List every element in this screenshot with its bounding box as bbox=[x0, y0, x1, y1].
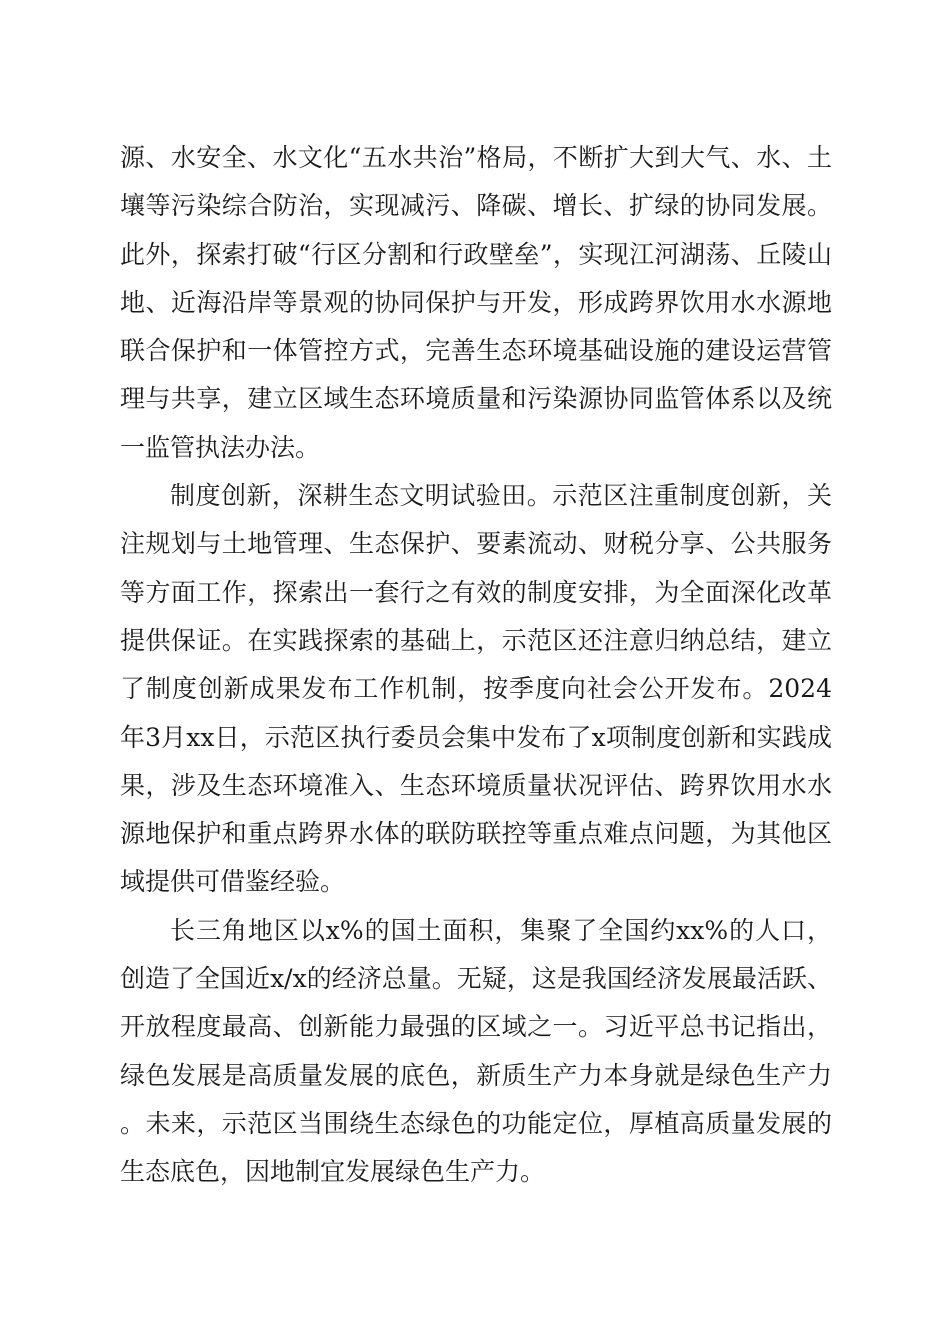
paragraph-yangtze-delta: 长三角地区以x%的国土面积，集聚了全国约xx%的人口，创造了全国近x/x的经济总量。无疑，这是我国经济发展最活跃、开放程度最高、创新能力最强的区域之一。习近平总书记指出，绿色发展是高质量发展的底色，新质生产力本身就是绿色生产力。未来，示范区当围绕生态绿色的功能定位，厚植高质量发展的生态底色，因地制宜发展绿色生产力。 bbox=[120, 915, 832, 1187]
document-body bbox=[120, 134, 832, 1197]
paragraph-institutional-innovation: 制度创新，深耕生态文明试验田。示范区注重制度创新，关注规划与土地管理、生态保护、要素流动、财税分享、公共服务等方面工作，探索出一套行之有效的制度安排，为全面深化改革提供保证。在实践探索的基础上，示范区还注意归纳总结，建立了制度创新成果发布工作机制，按季度向社会公开发布。2024年3月xx日，示范区执行委员会集中发布了x项制度创新和实践成果，涉及生态环境准入、生态环境质量状况评估、跨界饮用水水源地保护和重点跨界水体的联防联控等重点难点问题，为其他区域提供可借鉴经验。 bbox=[120, 481, 832, 897]
paragraph-continuation: 源、水安全、水文化“五水共治”格局，不断扩大到大气、水、土壤等污染综合防治，实现减污、降碳、增长、扩绿的协同发展。此外，探索打破“行区分割和行政壁垒”，实现江河湖荡、丘陵山地、近海沿岸等景观的协同保护与开发，形成跨界饮用水水源地联合保护和一体管控方式，完善生态环境基础设施的建设运营管理与共享，建立区域生态环境质量和污染源协同监管体系以及统一监管执法办法。 bbox=[120, 143, 832, 462]
